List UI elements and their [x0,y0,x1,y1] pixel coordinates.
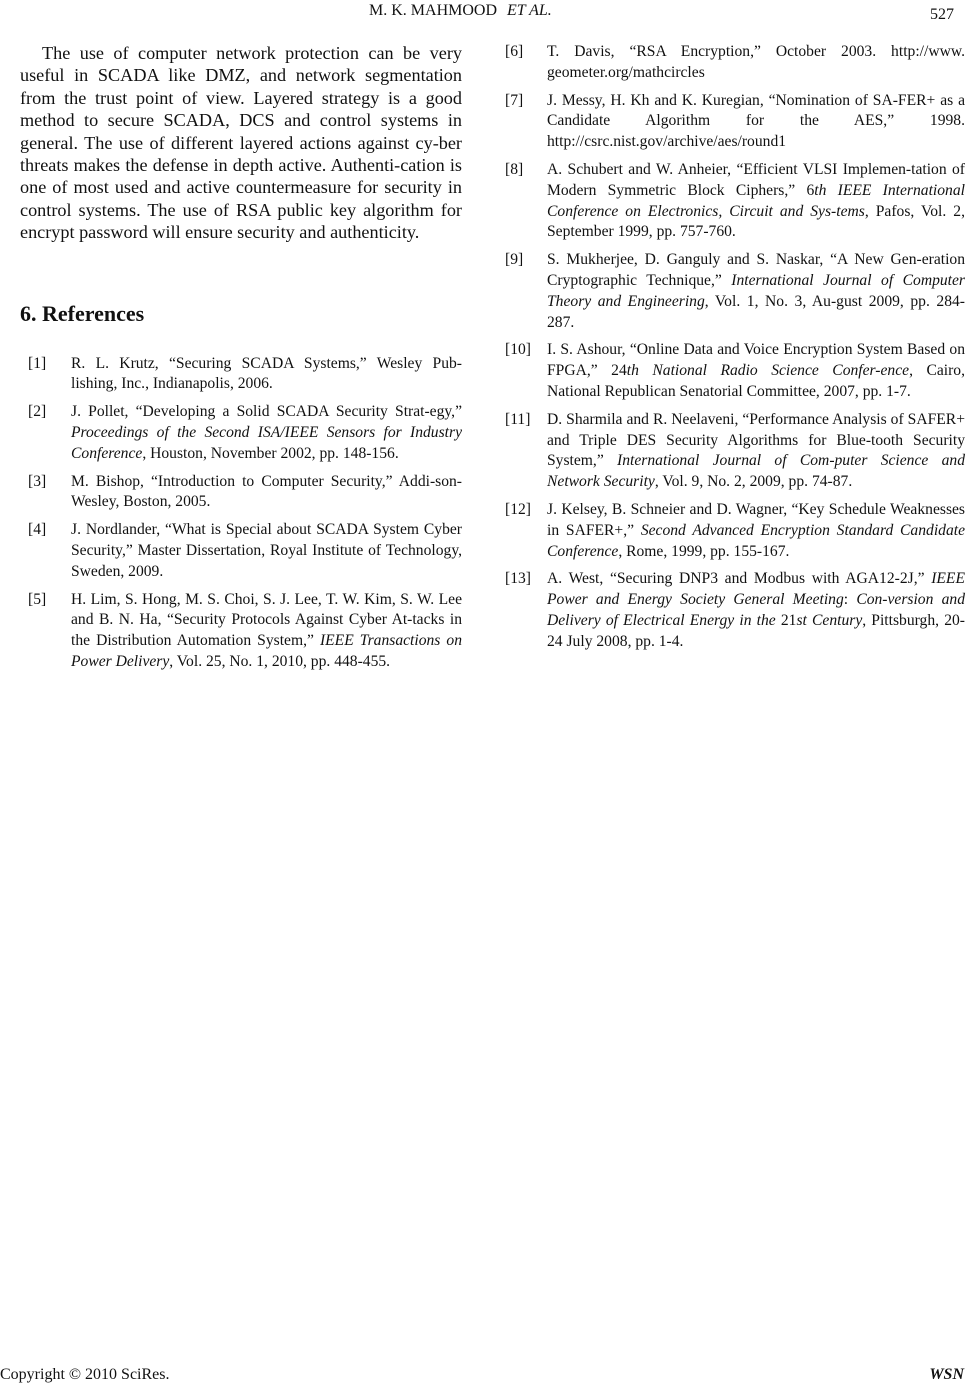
reference-italic-segment: Con-version and Delivery of Electrical Energy in the [547,591,965,629]
reference-number: [6] [505,43,524,60]
reference-segment: , Pittsburgh, 20-24 July 2008, pp. 1-4. [547,611,965,650]
reference-italic-segment: International Journal of Com-puter Science and Network Security [547,452,966,491]
reference-number: [3] [28,472,47,490]
reference-item [20,354,462,396]
reference-item [505,250,965,333]
page-number: 527 [930,6,954,23]
reference-segment: I. S. Ashour, “Online Data and Voice Encryption System Based on FPGA,” 24 [547,341,965,380]
reference-segment: A. Schubert and W. Anheier, “Efficient VLSI Implemen-tation of Modern Symmetric Block Ciphers,” 6 [547,160,965,199]
left-column [20,42,462,680]
reference-item [20,472,462,514]
reference-segment: J. Kelsey, B. Schneier and D. Wagner, “Key Schedule Weaknesses in SAFER+,” [547,500,965,539]
reference-item [505,340,965,402]
reference-segment: J. Nordlander, “What is Special about SCADA System Cyber Security,” Master Dissertation, Royal Institute of Technology, Sweden, 2009. [71,521,462,580]
reference-italic-segment: th National Radio Science Confer-ence [626,362,910,380]
reference-number: [11] [505,410,531,428]
reference-text [71,520,462,582]
reference-segment: , Vol. 25, No. 1, 2010, pp. 448-455. [169,653,391,671]
reference-segment: , Vol. 1, No. 3, Au-gust 2009, pp. 284-287. [547,292,965,331]
reference-text [71,590,462,673]
reference-text [547,410,965,493]
reference-italic-segment: International Journal of Computer Theory and Engineering [547,271,965,310]
reference-segment: J. Messy, H. Kh and K. Kuregian, “Nomination of SA-FER+ as a Candidate Algorithm for the AES,” 1998. http://csrc.nist.gov/archive/aes/round1 [547,91,965,151]
reference-number: [5] [28,590,47,608]
reference-text [547,250,965,333]
reference-number: [10] [505,341,531,359]
conclusion-paragraph: The use of computer network protection can be very useful in SCADA like DMZ, and network segmentation from the trust point of view. Layered strategy is a good method to secure SCADA, DCS and control systems in general. The use of different layered actions against cy-ber threats makes the defense in depth active. Authenti-cation is one of most used and active countermeasure for security in control systems. The use of RSA public key algorithm for encrypt password will ensure security and authenticity. [20,43,462,243]
reference-number: [12] [505,500,531,518]
header-authors: M. K. MAHMOOD [369,2,498,19]
reference-item [505,569,965,652]
reference-text [547,91,965,153]
reference-number: [8] [505,160,524,178]
reference-segment: M. Bishop, “Introduction to Computer Security,” Addi-son-Wesley, Boston, 2005. [71,472,462,511]
reference-list-left [20,354,462,673]
reference-segment: , Rome, 1999, pp. 155-167. [618,542,790,560]
reference-segment: T. Davis, “RSA Encryption,” October 2003. http://www. geometer.org/mathcircles [547,43,965,81]
reference-number: [13] [505,570,531,588]
reference-italic-segment: IEEE Power and Energy Society General Meeting [547,570,965,609]
reference-italic-segment: IEEE Transactions on Power Delivery [71,632,462,671]
reference-segment: R. L. Krutz, “Securing SCADA Systems,” Wesley Pub-lishing, Inc., Indianapolis, 2006. [71,354,462,393]
reference-item [20,590,462,673]
reference-item [505,42,965,84]
reference-number: [1] [28,354,47,372]
reference-segment: , Pafos, Vol. 2, September 1999, pp. 757-760. [547,202,965,241]
reference-item [505,160,965,243]
reference-text [547,160,965,243]
reference-segment: D. Sharmila and R. Neelaveni, “Performance Analysis of SAFER+ and Triple DES Security Algorithms for Blue-tooth Security System,” [547,410,965,470]
reference-italic-segment: Proceedings of the Second ISA/IEEE Sensors for Industry Conference [71,424,462,462]
reference-italic-segment: Second Advanced Encryption Standard Candidate Conference [547,521,965,560]
reference-item [20,520,462,582]
reference-number: [7] [505,91,524,109]
reference-item [505,500,965,562]
reference-text [547,500,965,562]
reference-italic-segment: th IEEE International Conference on Electronics, Circuit and Sys-tems [547,181,965,220]
header-etal: ET AL. [507,2,552,19]
reference-list-right [505,42,965,653]
reference-number: [9] [505,251,524,269]
reference-item [505,91,965,153]
reference-text [71,354,462,396]
reference-segment: J. Pollet, “Developing a Solid SCADA Security Strat-egy,” [71,403,462,421]
reference-text [71,402,462,464]
section-heading: 6. References [20,300,145,326]
reference-italic-segment: st Century [796,611,863,629]
reference-item [505,410,965,493]
reference-text [547,569,965,652]
footer-journal: WSN [929,1366,964,1383]
reference-segment: H. Lim, S. Hong, M. S. Choi, S. J. Lee, T. W. Kim, S. W. Lee and B. N. Ha, “Security Protocols Against Cyber At-tacks in the Distribution Automation System,” [71,590,462,650]
footer-copyright: Copyright © 2010 SciRes. [0,1366,170,1383]
reference-text [71,472,462,514]
running-header [369,2,552,20]
reference-number: [4] [28,521,47,539]
reference-text [547,42,965,84]
reference-segment: A. West, “Securing DNP3 and Modbus with AGA12-2J,” [547,570,932,588]
reference-segment: : [843,591,857,609]
reference-item [20,402,462,464]
right-column [505,42,965,660]
reference-segment: S. Mukherjee, D. Ganguly and S. Naskar, “A New Gen-eration Cryptographic Technique,” [547,251,965,289]
reference-text [547,340,965,402]
reference-segment: , Vol. 9, No. 2, 2009, pp. 74-87. [654,473,853,491]
reference-number: [2] [28,403,47,421]
reference-segment: , Houston, November 2002, pp. 148-156. [142,444,399,462]
reference-segment: , Cairo, National Republican Senatorial Committee, 2007, pp. 1-7. [547,362,965,400]
reference-segment: 21 [780,611,797,629]
